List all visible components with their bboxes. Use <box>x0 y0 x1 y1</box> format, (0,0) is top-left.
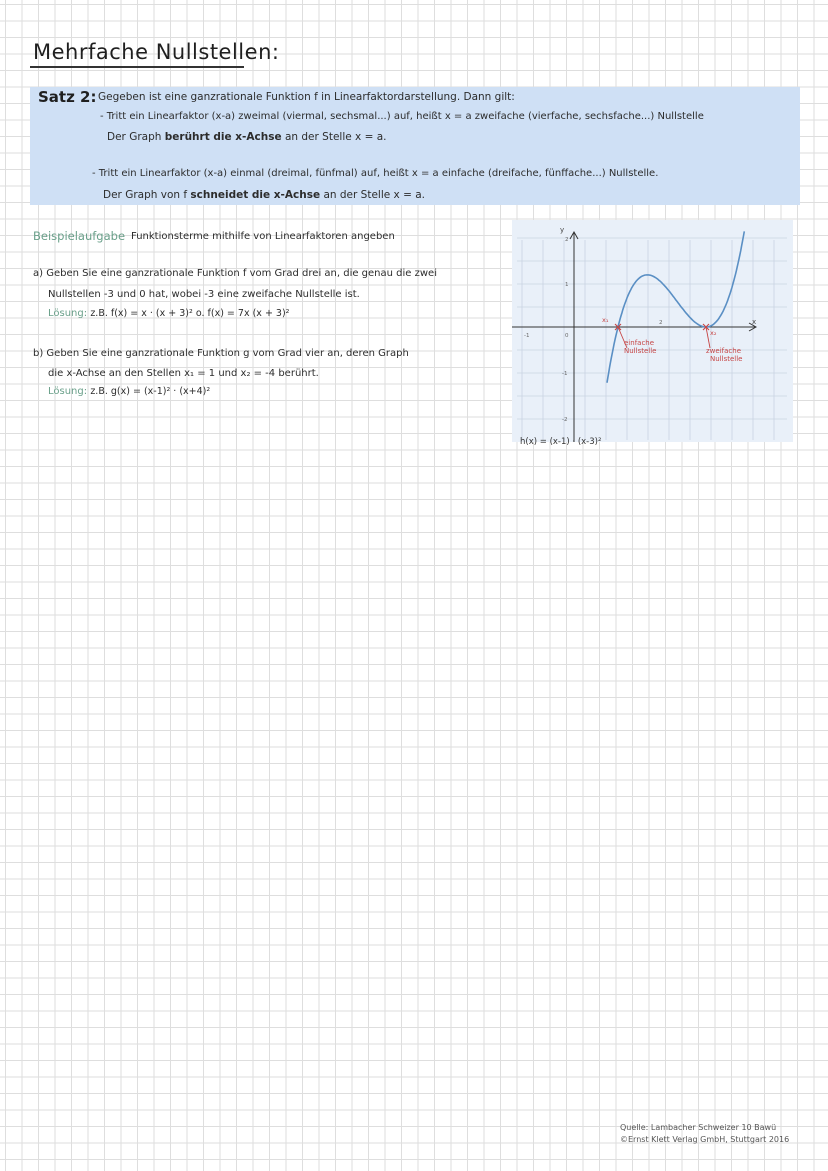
y-tick-label: 2 <box>565 237 569 243</box>
x-tick-label: 0 <box>565 333 569 339</box>
rule1-line1: - Tritt ein Linearfaktor (x-a) zweimal (viermal, sechsmal...) auf, heißt x = a zweifache (vierfache, sechsfache...) Nullstelle <box>100 111 704 122</box>
title-underline <box>30 66 244 68</box>
y-tick-label: -2 <box>562 417 568 423</box>
x-axis-label: x <box>752 318 757 326</box>
rule1-text-c: an der Stelle x = a. <box>284 131 387 143</box>
source-line1: Quelle: Lambacher Schweizer 10 Bawü <box>620 1123 777 1132</box>
rule2-text-bold: schneidet die x-Achse <box>190 189 321 201</box>
theorem-box <box>30 87 800 205</box>
task-b-line1: b) Geben Sie eine ganzrationale Funktion g vom Grad vier an, deren Graph <box>33 348 409 359</box>
function-graph <box>512 220 793 452</box>
task-a-solution <box>48 308 289 319</box>
rule2-text-c: an der Stelle x = a. <box>323 189 425 201</box>
task-a-line2: Nullstellen -3 und 0 hat, wobei -3 eine zweifache Nullstelle ist. <box>48 289 360 300</box>
einfache-label: einfache <box>624 339 655 347</box>
root-x2-label: x₂ <box>710 329 717 337</box>
function-label: h(x) = (x-1) · (x-3)² <box>520 437 602 447</box>
rule1-line2 <box>107 131 387 143</box>
task-b-line2: die x-Achse an den Stellen x₁ = 1 und x₂ = -4 berührt. <box>48 368 319 379</box>
rule2-line1: - Tritt ein Linearfaktor (x-a) einmal (dreimal, fünfmal) auf, heißt x = a einfache (dreifache, fünffache...) Nullstelle. <box>92 168 659 179</box>
task-b-solution <box>48 386 210 397</box>
task-b-solution-text: z.B. g(x) = (x-1)² · (x+4)² <box>90 386 211 397</box>
task-a-line1: a) Geben Sie eine ganzrationale Funktion f vom Grad drei an, die genau die zwei <box>33 268 437 279</box>
x-tick-label: 2 <box>659 320 663 326</box>
root-x1-label: x₁ <box>602 316 609 324</box>
rule2-line2 <box>103 189 425 201</box>
y-axis-label: y <box>560 226 565 234</box>
theorem-intro: Gegeben ist eine ganzrationale Funktion f in Linearfaktordarstellung. Dann gilt: <box>98 91 515 103</box>
source-line2: ©Ernst Klett Verlag GmbH, Stuttgart 2016 <box>620 1135 790 1144</box>
rule1-text-bold: berührt die x-Achse <box>164 131 282 143</box>
page-title: Mehrfache Nullstellen: <box>33 40 280 64</box>
example-label: Beispielaufgabe <box>33 229 126 243</box>
task-b-solution-label: Lösung: <box>48 386 88 397</box>
example-title: Funktionsterme mithilfe von Linearfaktoren angeben <box>131 231 395 242</box>
zweifache-sublabel: Nullstelle <box>710 355 743 363</box>
y-tick-label: -1 <box>562 371 568 377</box>
rule2-text-a: Der Graph von f <box>103 189 188 201</box>
rule1-text-a: Der Graph <box>107 131 162 143</box>
zweifache-label: zweifache <box>706 347 741 355</box>
theorem-label: Satz 2: <box>38 88 97 106</box>
einfache-sublabel: Nullstelle <box>624 347 657 355</box>
x-tick-label: -1 <box>524 333 530 339</box>
task-a-solution-label: Lösung: <box>48 308 88 319</box>
task-a-solution-text: z.B. f(x) = x · (x + 3)² o. f(x) = 7x (x + 3)² <box>90 308 290 319</box>
y-tick-label: 1 <box>565 282 569 288</box>
